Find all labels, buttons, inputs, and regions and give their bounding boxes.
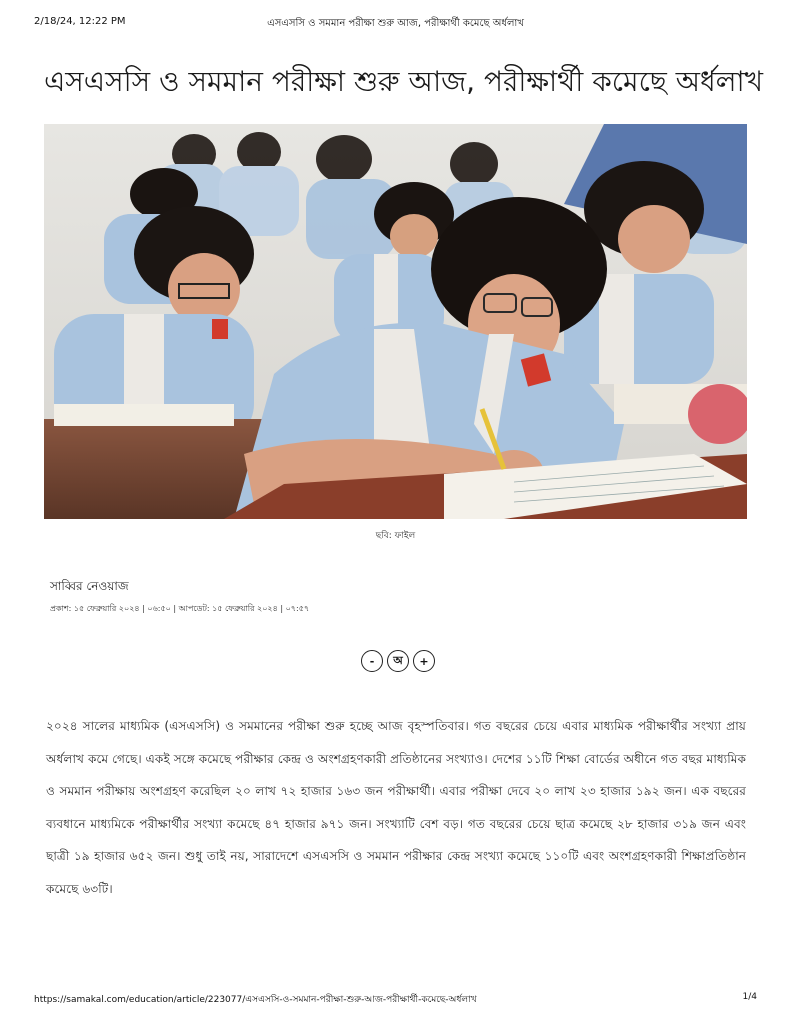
page-url: https://samakal.com/education/article/223077/এসএসসি-ও-সমমান-পরীক্ষা-শুরু-আজ-পরীক্ষার্থী-কমেছে-অর্ধলাখ bbox=[34, 995, 477, 1005]
print-page-title: এসএসসি ও সমমান পরীক্ষা শুরু আজ, পরীক্ষার্থী কমেছে অর্ধলাখ bbox=[267, 18, 524, 29]
image-caption: ছবি: ফাইল bbox=[375, 531, 416, 541]
print-datetime: 2/18/24, 12:22 PM bbox=[34, 16, 126, 27]
print-header bbox=[34, 16, 757, 32]
author-name[interactable]: সাব্বির নেওয়াজ bbox=[50, 579, 129, 593]
font-size-controls bbox=[361, 650, 435, 672]
font-increase-button[interactable]: + bbox=[413, 650, 435, 672]
font-reset-button[interactable]: অ bbox=[387, 650, 409, 672]
article-headline: এসএসসি ও সমমান পরীক্ষা শুরু আজ, পরীক্ষার্থী কমেছে অর্ধলাখ bbox=[44, 65, 764, 98]
article-body: ২০২৪ সালের মাধ্যমিক (এসএসসি) ও সমমানের পরীক্ষা শুরু হচ্ছে আজ বৃহস্পতিবার। গত বছরের চেয়ে এবার মাধ্যমিক পরীক্ষার্থীর সংখ্যা প্রায় অর্ধলাখ কমে গেছে। একই সঙ্গে কমেছে পরীক্ষার কেন্দ্র ও অংশগ্রহণকারী প্রতিষ্ঠানের সংখ্যাও। দেশের ১১টি শিক্ষা বোর্ডের অধীনে গত বছর মাধ্যমিক ও সমমান পরীক্ষায় অংশগ্রহণ করেছিল ২০ লাখ ৭২ হাজার ১৬৩ জন পরীক্ষার্থী। এবার পরীক্ষা দেবে ২০ লাখ ২৩ হাজার ১৯২ জন। এক বছরের ব্যবধানে মাধ্যমিকে পরীক্ষার্থীর সংখ্যা কমেছে ৪৭ হাজার ৯৭১ জন। সংখ্যাটি বেশ বড়। গত বছরের চেয়ে ছাত্র কমেছে ২৮ হাজার ৩১৯ জন এবং ছাত্রী ১৯ হাজার ৬৫২ জন। শুধু তাই নয়, সারাদেশে এসএসসি ও সমমান পরীক্ষার কেন্দ্র সংখ্যা কমেছে ১১০টি এবং অংশগ্রহণকারী শিক্ষাপ্রতিষ্ঠান কমেছে ৬৩টি। bbox=[46, 719, 746, 896]
font-decrease-button[interactable]: - bbox=[361, 650, 383, 672]
page-number: 1/4 bbox=[742, 992, 757, 1002]
print-footer bbox=[34, 992, 757, 1006]
publish-meta: প্রকাশ: ১৫ ফেব্রুয়ারি ২০২৪ | ০৬:৫০ | আপডেট: ১৫ ফেব্রুয়ারি ২০২৪ | ০৭:৫৭ bbox=[50, 604, 310, 613]
article-photo bbox=[44, 124, 747, 519]
